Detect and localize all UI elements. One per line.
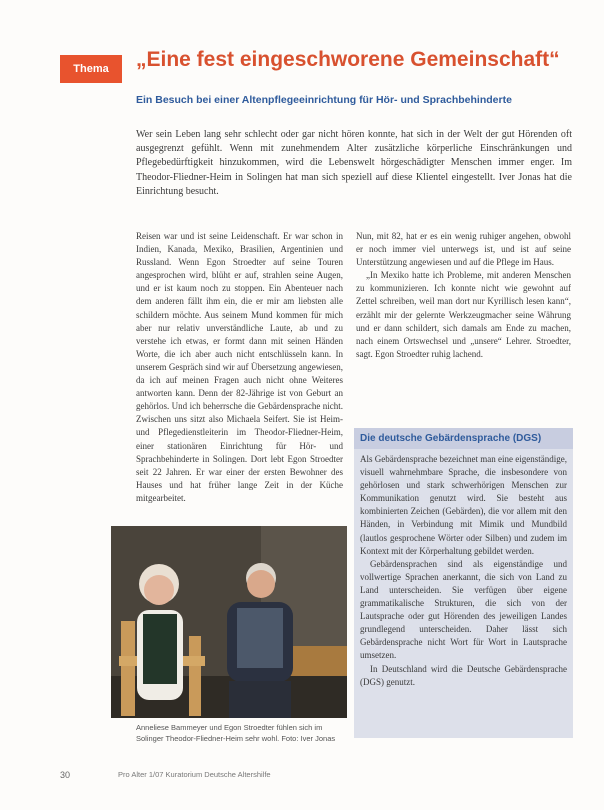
info-box-title: Die deutsche Gebärdensprache (DGS) (354, 428, 573, 449)
article-intro: Wer sein Leben lang sehr schlecht oder gar nicht hören konnte, hat sich in der Welt der gut Hörenden oft ausgegrenzt gefühlt. Wenn mit zunehmendem Alter zusätzliche körperliche Einschränkungen und Pflegebedürftigkeit hinzukommen, wird die Lebenswelt hörgeschädigter Menschen immer enger. Im Theodor-Fliedner-Heim in Solingen hat man sich speziell auf diese Klientel eingestellt. Iver Jonas hat die Einrichtung besucht. (136, 129, 572, 197)
info-box-paragraph: In Deutschland wird die Deutsche Gebärdensprache (DGS) genutzt. (360, 663, 567, 687)
article-body-left: Reisen war und ist seine Leidenschaft. Er war schon in Indien, Kanada, Mexiko, Brasilien, Argentinien und Russland. Wenn Egon Stroedter auf seine Touren angesprochen wird, blüht er auf, strahlen seine Augen, und er ist kaum noch zu stoppen. Ein Abenteuer nach dem anderen fällt ihm ein, die er mir am liebsten alle schildern möchte. Aus seinem Mund kommen für mich aber nur relativ unverständliche Laute, ab und zu verstehe ich etwas, er formt dann mit seinen Händen Worte, die ich aber auch nicht entschlüsseln kann. In unserem Gespräch sind wir auf Übersetzung angewiesen, da ich auf meinen Fragen auch nicht ohne Weiteres antworten kann. Denn der 82-Jährige ist von Geburt an gehörlos. Und ich beherrsche die Gebärdensprache nicht. Zwischen uns sitzt also Michaela Seifert. Sie ist Heim- und Pflegedienstleiterin im Theodor-Fliedner-Heim, einer stationären Einrichtung für Hör- und Sprachbehinderte in Solingen. Dort lebt Egon Stroedter seit 22 Jahren. Er war einer der ersten Bewohner des Hauses und hat früher lange Zeit in der Küche mitgearbeitet. (136, 231, 343, 503)
info-box-paragraph: Als Gebärdensprache bezeichnet man eine eigenständige, visuell wahrnehmbare Sprache, die insbesondere von gehörlosen und stark schwerhörigen Menschen zur Kommunikation genutzt wird. Sie besteht aus kombinierten Zeichen (Gebärden), die vor allem mit den Händen, in Verbindung mit Mimik und Mundbild (lautlos gesprochene Wörter oder Silben) und zudem im Kontext mit der Körperhaltung gebildet werden. (360, 454, 567, 556)
article-headline: „Eine fest eingeschworene Gemeinschaft“ (136, 48, 560, 71)
section-tag: Thema (60, 55, 122, 83)
article-column-left (136, 230, 343, 530)
page-number: 30 (60, 770, 71, 780)
info-box-body (354, 449, 573, 689)
info-box (354, 428, 573, 738)
article-subhead: Ein Besuch bei einer Altenpflegeeinrichtung für Hör- und Sprachbehinderte (136, 94, 512, 106)
residents-photo-illustration (111, 526, 347, 718)
info-box-paragraph: Gebärdensprachen sind als eigenständige und vollwertige Sprachen anerkannt, die sich von Land zu Land unterscheiden. Sie verfügen über eigene grammatikalische Strukturen, die sich von der Lautsprache oder gut Hörenden des jeweiligen Landes grundlegend unterscheiden. Daher lässt sich Gebärdensprache nicht Wort für Wort in Lautsprache umsetzen. (360, 558, 567, 661)
photo-caption: Anneliese Bammeyer und Egon Stroedter fühlen sich im Solinger Theodor-Fliedner-Heim sehr wohl. Foto: Iver Jonas (136, 723, 336, 743)
article-column-right (356, 230, 571, 428)
footer-line: Pro Alter 1/07 Kuratorium Deutsche Altershilfe (118, 770, 271, 779)
residents-photo (111, 526, 347, 718)
article-body-right-p1: Nun, mit 82, hat er es ein wenig ruhiger angehen, obwohl er noch immer viel unterwegs ist, und ist auf seine Unterstützung angewiesen und auf die Pflege im Haus. (356, 231, 571, 268)
article-body-right-p2: „In Mexiko hatte ich Probleme, mit anderen Menschen zu kommunizieren. Ich konnte nicht wie gewohnt auf Zettel schreiben, weil man dort nur Kyrillisch lesen kann“, erzählt mir der gelernte Werkzeugmacher seine Währung und er dann schildert, sich damals am Ende zu machen, nach einem Ortswechsel und „unsere“ Lehrer. Stroedter, sagt. Egon Stroedter ruhig lachend. (356, 270, 571, 359)
